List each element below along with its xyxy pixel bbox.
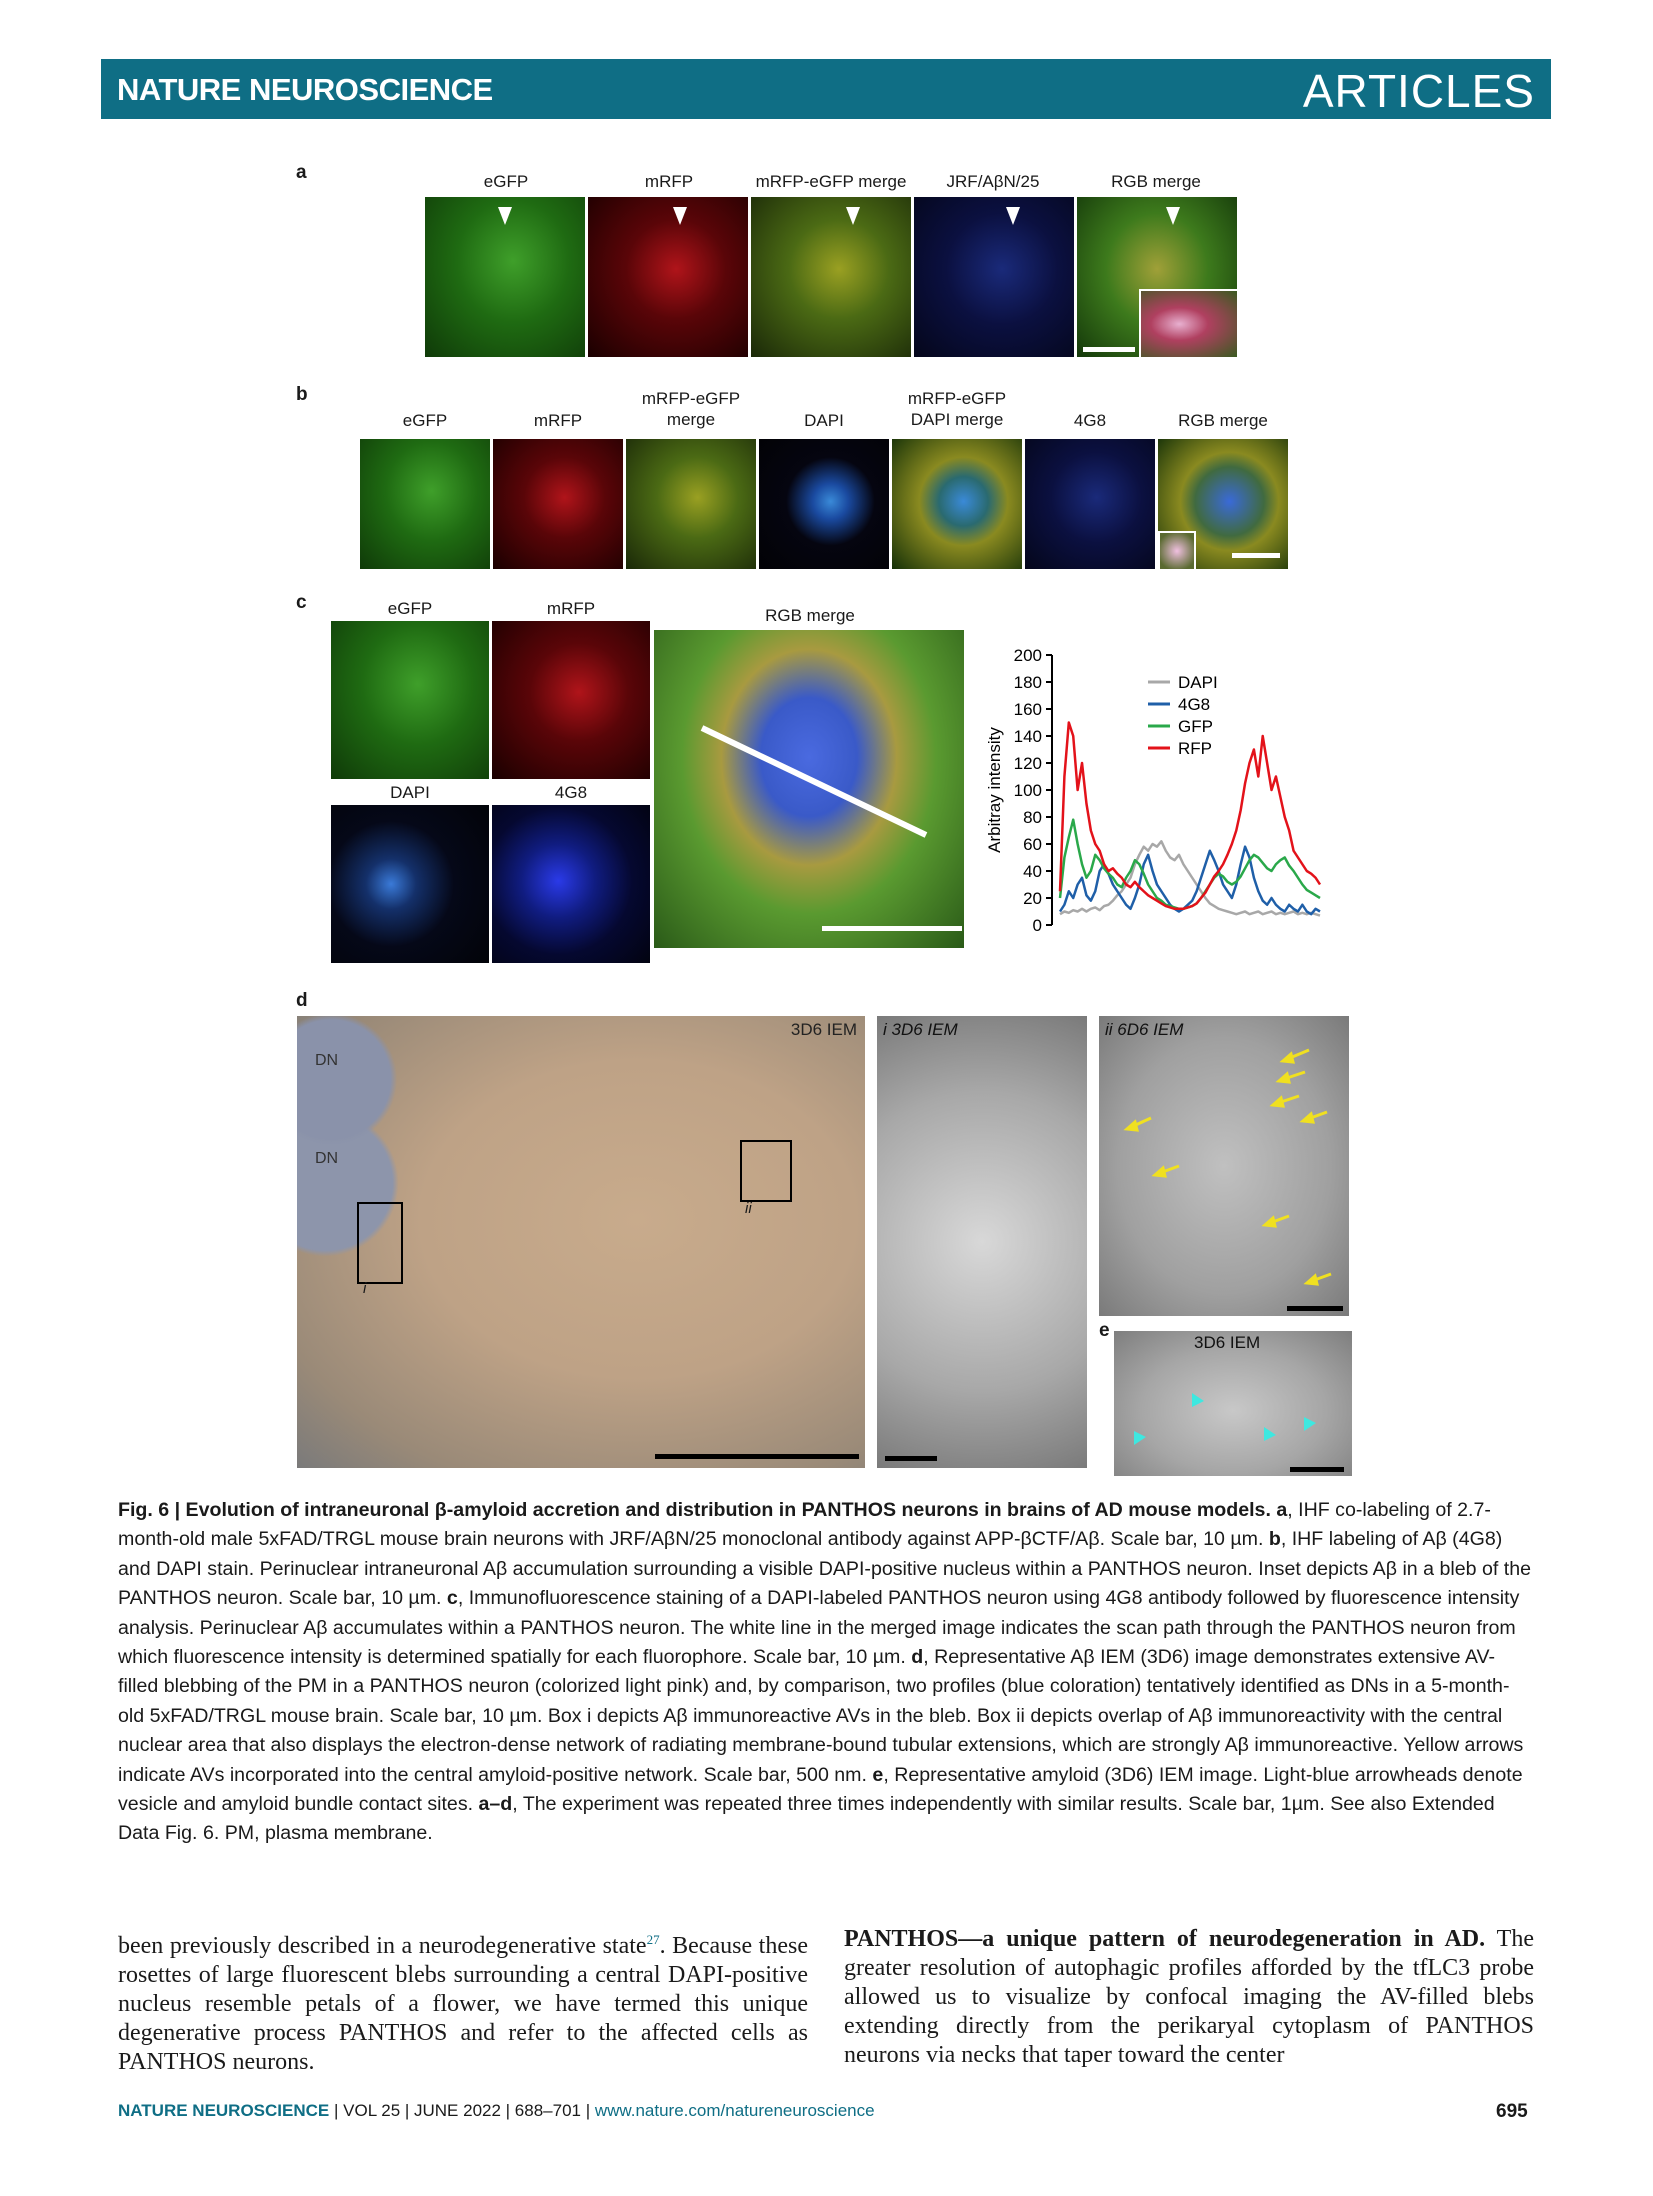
journal-header-bar [101, 59, 1551, 119]
panel-b-dapi-image [759, 439, 889, 569]
box-ii [740, 1140, 792, 1202]
panel-b-col-label: mRFP [533, 411, 583, 430]
panel-b-egfp-image [360, 439, 490, 569]
light-blue-arrowheads [1114, 1331, 1352, 1476]
box-ii-label: ii [745, 1200, 752, 1217]
panel-b-col-label: eGFP [402, 411, 448, 430]
caption-text: , The experiment was repeated three times independently with similar results. Scale bar, 1µm. See also Extended Data Fig. 6. PM, plasma membrane. [118, 1793, 1495, 1845]
panel-e-letter: e [1099, 1320, 1110, 1341]
section-heading: PANTHOS—a unique pattern of neurodegeneration in AD. [844, 1926, 1486, 1952]
y-tick-label: 60 [1023, 835, 1042, 854]
panel-c-tile-label: DAPI [390, 783, 430, 802]
panel-d-main-label: 3D6 IEM [790, 1020, 857, 1039]
dn-label: DN [315, 1052, 339, 1069]
y-tick-label: 40 [1023, 862, 1042, 881]
legend-label: GFP [1178, 717, 1213, 736]
caption-letter: b [1268, 1528, 1281, 1551]
scale-bar [1287, 1306, 1343, 1311]
caption-letter: c [446, 1587, 458, 1610]
panel-b-mrfp-image [493, 439, 623, 569]
scale-bar [1083, 347, 1135, 352]
panel-b-4g8-image [1025, 439, 1155, 569]
series-line-gfp [1060, 820, 1320, 909]
body-text: The greater resolution of autophagic profiles afforded by the tfLC3 probe allowed us to visualize by confocal imaging the AV-filled blebs extending directly from the perikaryal cytoplasm of PANTHOS neurons via necks that taper toward the center [844, 1926, 1534, 2068]
series-line-4g8 [1060, 847, 1320, 915]
panel-d-inset-ii-image [1099, 1016, 1349, 1316]
inset-i-label: i 3D6 IEM [883, 1020, 958, 1039]
panel-c-tile-label: eGFP [387, 599, 433, 618]
scale-bar [1232, 553, 1280, 558]
dn-label: DN [315, 1150, 339, 1167]
y-tick-label: 160 [1013, 700, 1042, 719]
caption-text: , IHF labeling of Aβ (4G8) and DAPI stain. Perinuclear intraneuronal Aβ accumulation surrounding a visible DAPI-positive nucleus within a PANTHOS neuron. Inset depicts Aβ in a bleb of the PANTHOS neuron. Scale bar, 10 µm. [118, 1528, 1531, 1610]
panel-a-inset [1139, 289, 1237, 357]
footer-citation: | VOL 25 | JUNE 2022 | 688–701 | [329, 2101, 595, 2120]
caption-text: , Representative amyloid (3D6) IEM image. Light-blue arrowheads denote vesicle and amyloid bundle contact sites. [118, 1763, 1523, 1816]
body-text: been previously described in a neurodegenerative state [118, 1933, 647, 1959]
panel-c-tile-label: 4G8 [554, 783, 588, 802]
panel-c-4g8-image [492, 805, 650, 963]
legend-label: RFP [1178, 739, 1212, 758]
panel-c-letter: c [296, 592, 307, 613]
panel-b-merge-image [626, 439, 756, 569]
panel-a-col-label: JRF/AβN/25 [946, 172, 1040, 191]
caption-letter: e [872, 1763, 884, 1786]
panel-a-col-label: RGB merge [1111, 172, 1201, 191]
y-tick-label: 120 [1013, 754, 1042, 773]
y-axis [1014, 646, 1052, 935]
panel-c-mrfp-image [492, 621, 650, 779]
caption-letter: a–d [478, 1793, 513, 1816]
panel-b-dapi-merge-image [892, 439, 1022, 569]
y-tick-label: 20 [1023, 889, 1042, 908]
scale-bar [822, 926, 962, 931]
panel-c-rgb-image [654, 630, 964, 948]
panel-b-col-label: RGB merge [1178, 411, 1268, 430]
panel-b-inset [1158, 531, 1196, 569]
journal-name: NATURE NEUROSCIENCE [117, 72, 493, 107]
panel-b-letter: b [296, 384, 308, 405]
panel-c-tile-label: mRFP [546, 599, 596, 618]
caption-text: , IHF co-labeling of 2.7-month-old male 5xFAD/TRGL mouse brain neurons with JRF/AβN/25 monoclonal antibody against APP-βCTF/Aβ. Scale bar, 10 µm. [118, 1499, 1491, 1551]
footer-journal: NATURE NEUROSCIENCE [118, 2101, 330, 2120]
panel-b-col-label: DAPI [804, 411, 844, 430]
panel-b-col-label: mRFP-eGFP merge [641, 389, 741, 429]
panel-a-col-label: mRFP [644, 172, 694, 191]
body-left-column [118, 1925, 808, 2077]
panel-a-jrf-image [914, 197, 1074, 357]
panel-e-label: 3D6 IEM [1194, 1333, 1261, 1352]
panel-a-rgb-image [1077, 197, 1237, 357]
fluorescence-intensity-chart [980, 640, 1330, 940]
panel-e-em-image [1114, 1331, 1352, 1476]
box-i-label: i [363, 1280, 367, 1297]
panel-a-merge-image [751, 197, 911, 357]
y-tick-label: 180 [1013, 673, 1042, 692]
caption-text: , Representative Aβ IEM (3D6) image demonstrates extensive AV-filled blebbing of the PM in a PANTHOS neuron (colorized light pink) and, by comparison, two profiles (blue coloration) tentatively identified as DNs in a 5-month-old 5xFAD/TRGL mouse brain. Scale bar, 10 µm. Box i depicts Aβ immunoreactive AVs in the bleb. Box ii depicts overlap of Aβ immunoreactivity with the central nuclear area that also displays the electron-dense network of radiating membrane-bound tubular extensions, which are strongly Aβ immunoreactive. Yellow arrows indicate AVs incorporated into the central amyloid-positive network. Scale bar, 500 nm. [118, 1646, 1524, 1786]
y-tick-label: 0 [1032, 916, 1042, 935]
panel-a-egfp-image [425, 197, 585, 357]
inset-ii-label: ii 6D6 IEM [1105, 1020, 1184, 1039]
panel-a-col-label: eGFP [483, 172, 529, 191]
caption-title: Fig. 6 | Evolution of intraneuronal β-amyloid accretion and distribution in PANTHOS neurons in brains of AD mouse models. [118, 1499, 1271, 1521]
chart-legend [1148, 673, 1218, 758]
panel-a-col-label: mRFP-eGFP merge [755, 172, 907, 191]
footer-url[interactable]: www.nature.com/natureneuroscience [594, 2101, 875, 2120]
y-tick-label: 140 [1013, 727, 1042, 746]
panel-c-egfp-image [331, 621, 489, 779]
panel-a-letter: a [296, 162, 307, 183]
figure-caption [118, 1496, 1534, 1849]
y-tick-label: 100 [1013, 781, 1042, 800]
scale-bar [655, 1454, 859, 1459]
panel-d-main-em-image [297, 1016, 865, 1468]
legend-label: DAPI [1178, 673, 1218, 692]
article-type: ARTICLES [1302, 65, 1535, 117]
yellow-arrows [1099, 1016, 1349, 1316]
panel-a-mrfp-image [588, 197, 748, 357]
panel-c-dapi-image [331, 805, 489, 963]
scale-bar [1290, 1467, 1344, 1472]
y-tick-label: 200 [1013, 646, 1042, 665]
caption-text: , Immunofluorescence staining of a DAPI-labeled PANTHOS neuron using 4G8 antibody followed by fluorescence intensity analysis. Perinuclear Aβ accumulates within a PANTHOS neuron. The white line in the merged image indicates the scan path through the PANTHOS neuron from which fluorescence intensity is determined spatially for each fluorophore. Scale bar, 10 µm. [118, 1587, 1520, 1669]
panel-c-merge-label: RGB merge [765, 606, 855, 625]
box-i [357, 1202, 403, 1284]
panel-b-col-label: 4G8 [1073, 411, 1107, 430]
panel-d-inset-i-image [877, 1016, 1087, 1468]
page-footer [118, 2101, 875, 2121]
page-number: 695 [1496, 2101, 1528, 2122]
caption-letter: a [1276, 1499, 1288, 1521]
legend-label: 4G8 [1178, 695, 1211, 714]
body-right-column [844, 1925, 1534, 2070]
scan-path-line [654, 630, 964, 948]
body-text: . Because these rosettes of large fluorescent blebs surrounding a central DAPI-positive nucleus resemble petals of a flower, we have termed this unique degenerative process PANTHOS and refer to the affected cells as PANTHOS neurons. [118, 1933, 808, 2075]
caption-letter: d [911, 1646, 924, 1669]
panel-d-letter: d [296, 990, 308, 1011]
scale-bar [885, 1456, 937, 1461]
y-tick-label: 80 [1023, 808, 1042, 827]
panel-b-rgb-image [1158, 439, 1288, 569]
reference-link[interactable]: 27 [646, 1932, 660, 1947]
panel-b-col-label: mRFP-eGFP DAPI merge [907, 389, 1007, 429]
y-axis-label: Arbitray intensity [985, 727, 1004, 853]
